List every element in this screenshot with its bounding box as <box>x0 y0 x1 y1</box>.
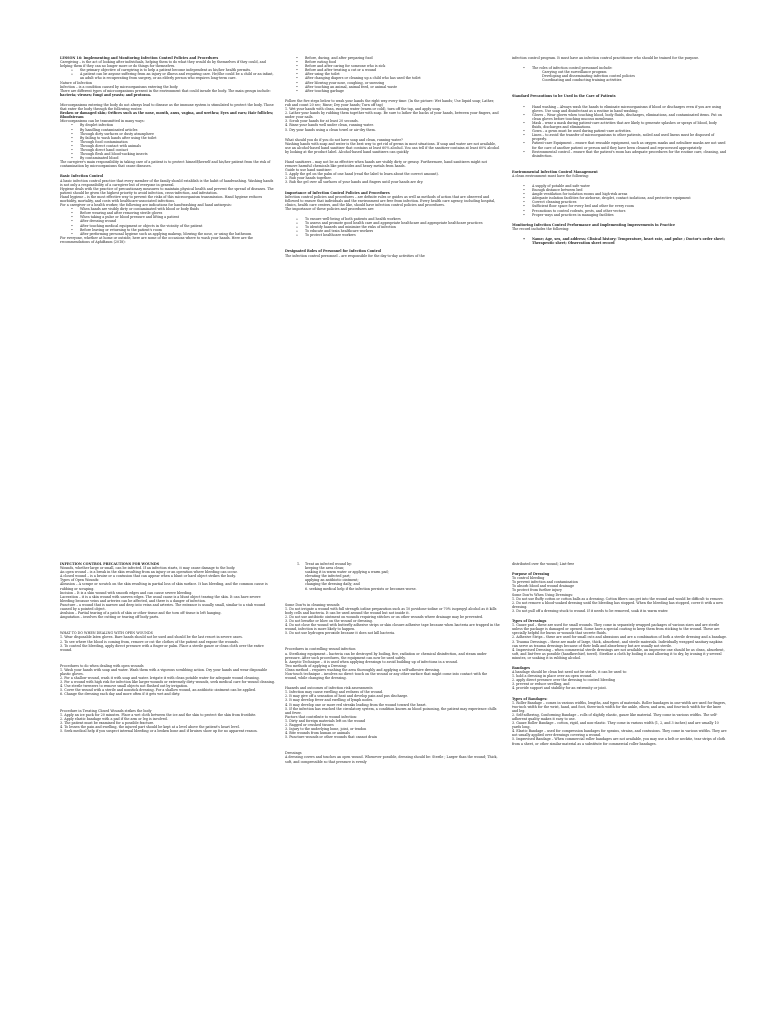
sub-list <box>512 70 727 82</box>
step: 2. Apply elastic bandage with a pad if the arm or leg is involved. <box>60 716 168 721</box>
paragraph: Puncture – a wound that is narrow and deep into veins and arteries. The entrance is usually small, similar to a stab wound caused by a pointed object. <box>60 602 266 612</box>
bullet-list <box>60 207 275 236</box>
paragraph: A bandage should be clean but need not be sterile, it can be used to: <box>512 670 627 675</box>
list-item: • Enough distance between bed <box>512 188 727 192</box>
paragraph: Hygiene deals with the practice of precautionary measures to maintain physical health and prevent the spread of diseases. The patient should be given the highest priority to avoid infection, cross-infection, and infestation. <box>60 186 274 195</box>
list-item: • Before and after treating a cut or a wound <box>285 68 500 72</box>
paragraph: A dressing covers and touches an open wound. Whenever possible, dressing should be: Sterile ; Larger than the wound; Thick, soft, and compressible so that pressure is evenly <box>285 755 498 764</box>
step: 1. Gauze pad – these are used for small wounds. They come in separately wrapped packages of various sizes and are sterile unless the package is damaged or opened. Some have a special coating to keep them from sticking to the wound. These are specially helpful for burns or wounds that secrete fluids. <box>512 623 720 636</box>
list-line: elevating the infected part; <box>305 574 351 579</box>
list-item: • After dressing wound <box>60 219 275 223</box>
section-heading: Procedures in controlling wound infection <box>285 647 356 652</box>
column-3-top <box>512 56 727 245</box>
column-2-bottom <box>285 562 500 764</box>
list-item: • Correct cleaning practices <box>512 200 727 204</box>
step: 3. Scrub your hands for at least 20 seconds. <box>285 119 359 124</box>
paragraph: Nature of Infection <box>60 80 93 85</box>
paragraph: Clean method – requires washing the area thoroughly and applying a self-adhesive dressing. <box>285 667 441 672</box>
section-heading: Purpose of Dressing <box>512 572 550 577</box>
list-item: • After performing personal hygiene such as applying makeup, blowing the nose, or using the bathroom <box>60 232 275 236</box>
bullet-list <box>60 68 275 80</box>
step: 2. Rub your hands together. <box>285 176 332 181</box>
paragraph: Hand hygiene – is the most effective way to prevent the risks of this microorganism transmission. Hand hygiene reduces morbidity, mortality, and costs with healthcare-associated infections. <box>60 194 263 203</box>
step: 3. It may develop fever and swelling of lymph nodes. <box>285 698 374 703</box>
list-item: o To assess and promote good health care and appropriate healthcare and appropriate healthcare practices <box>285 221 500 225</box>
list-item: o To identify hazards and minimize the risks of infection <box>285 225 500 229</box>
step: 1. Do not irrigate a wound with full strength iodine preparation such as 10 povidone-iodine or 70% isopropyl alcohol as it kills body cells and bacteria. It can be used around the wound but not inside it. <box>285 606 497 615</box>
list-item: • Name; Age, sex, and address; Clinical history; Temperature, heart rate, and pulse ; Doctor's order sheet; Therapeutic sheet; Observation sheet record <box>512 237 727 245</box>
section-heading: Procedure in Treating Closed Wounds strikes the body <box>60 708 152 713</box>
list-line: 4. provide support and stability for an extremity or joint. <box>512 686 607 691</box>
section-heading: Hazards and outcomes of infection risk assessments <box>285 686 373 691</box>
step: 5. Cover the wound with a sterile and nonstick dressing. For a shallow wound, an antibiotic ointment can be applied. <box>60 688 257 693</box>
paragraph: Broken or damaged skin; Orifices such as the nose, mouth, anus, vagina, and urethra; Eyes and ears; Hair follicles; Bloodstream <box>60 111 274 120</box>
list-item: Developing and disseminating infection control policies <box>542 74 635 79</box>
section-heading: Importance of Infection Control Policies and Procedures <box>285 190 390 195</box>
paragraph: Infection control policies and procedures – are definite rules or guides as well as methods of action that are observed and followed to ensure that individuals and the environment are free from infection. Every health care agency, including hospital, clinics, health care centers, and the like, should have infection control policies and procedures. <box>285 194 496 207</box>
section-heading: Some Don'ts in cleaning wounds <box>285 602 340 607</box>
section-heading: Types of Dressings <box>512 619 547 624</box>
bullet-list <box>60 123 275 160</box>
section-heading: Basic Infection Control <box>60 174 104 179</box>
column-1-top <box>60 56 275 244</box>
step: 4. Improvised Dressing – when commercial sterile dressings are not available, an improvise one should be as clean, absorbent, soft, and lint-free as possible (handkerchief, towel). Sterilize a cloth by boiling it and allowing it to dry, by ironing it y several minutes, or soaking it in rubbing alcohol. <box>512 647 725 660</box>
list-item: • Through flesh and blood-sucking insects <box>60 152 275 156</box>
step: 5. Do not use hydrogen peroxide because it does not kill bacteria. <box>285 631 396 636</box>
list-item: • After blowing your nose, coughing, or sneezing <box>285 81 500 85</box>
paragraph: The importance of these policies and procedures are: <box>285 206 375 211</box>
step: 5. Seek medical help if you suspect internal bleeding or a broken bone and if bruises show up for no apparent reason. <box>60 729 258 733</box>
step: 4. To lessen the pain and swelling, the injured part should be kept at a level above the patient's heart level. <box>60 724 240 729</box>
list-item: • After using the toilet <box>285 72 500 76</box>
list-item: • By handling contaminated articles <box>60 128 275 132</box>
list-item: o A patient can be anyone suffering from an injury or illness and requiring care. He/She could be a child or an infant, an adult who is recuperating from surgery, or an elderly person who requires long-term care. <box>60 72 275 80</box>
list-line: changing the dressing daily; and <box>305 582 360 587</box>
paragraph: a. Sterilizing equipment – bacteria can be destroyed by boiling, fire, radiation or chemical disinfection, and steam under pressure. After such procedures, the equipment can now be used safely. <box>285 651 487 660</box>
step: 1. Wash your hands with soap and water. Wash them with a vigorous scrubbing action. Dry your hands and wear disposable plastic gloves. <box>60 667 268 676</box>
item-number: 1. <box>297 562 301 566</box>
step: 2. Lather your hands by rubbing them together with soap. Be sure to lather the backs of your hands, between your fingers, and under your nails. <box>285 111 499 120</box>
bullet-list <box>512 105 727 158</box>
paragraph: A clean environment must have the following: <box>512 173 589 178</box>
list-line: To prevent infection and contamination <box>512 580 578 585</box>
list-item: Carrying out the surveillance program <box>542 70 607 75</box>
step: 3. Rub the gel over all surfaces of your hands and fingers until your hands are dry. <box>285 180 424 185</box>
list-line: 6. seeking medical help if the infection persists or becomes worse. <box>305 586 417 591</box>
list-item: • Through food contamination <box>60 140 275 144</box>
list-item: • By contaminated blood <box>60 156 275 160</box>
list-item: • When taking a pulse or blood pressure and lifting a patient <box>60 215 275 219</box>
section-heading: Types of Bandages: <box>512 696 548 701</box>
list-line: 1. hold a dressing in place over an open wound. <box>512 674 593 679</box>
step: 3. Do not breathe or blow on the wound or dressing. <box>285 619 373 624</box>
paragraph: An open wound – is a break in the skin resulting from an injury or an operation where bleeding can occur. <box>60 570 238 575</box>
list-item: • Mask – wear a mask during patient-care activities that are likely to generate splashes or sprays of blood, body fluids, discharges and eliminations. <box>512 121 727 129</box>
step: 2. Do not remove a blood-soaked dressing until the bleeding has stopped. When the bleeding has stopped, cover it with a new dressing. <box>512 600 724 609</box>
list-line: 3. prevent or reduce swelling, and <box>512 682 570 687</box>
step: 3. Injury to the underlying bone, joint, or tendon <box>285 727 367 732</box>
list-line: 2. apply direct pressure over the dressing to control bleeding <box>512 678 615 683</box>
paragraph: A closed wound – is a bruise or a contusion that can appear when a blunt or hard object strikes the body. <box>60 574 236 579</box>
list-item: • When hands are visibly dirty or contaminated with blood or body fluids <box>60 207 275 211</box>
paragraph: Microorganisms can be transmitted in many ways: <box>60 119 145 124</box>
paragraph: Incision – It is a skin wound with smooth edges and can cause severe bleeding. <box>60 590 193 595</box>
section-heading: Bandages <box>512 665 531 670</box>
list-line: keeping the area clean; <box>305 566 345 571</box>
list-item: o To protect healthcare workers <box>285 233 500 237</box>
list-line: To absorb blood and wound drainage <box>512 584 575 589</box>
step: 3. To control the bleeding, apply direct pressure with a finger or palm. Place a sterile gauze or clean cloth over the entire wound. <box>60 643 264 652</box>
list-item: • Before and after caring for someone who is sick <box>285 64 500 68</box>
paragraph: The infection control personnel – are responsible for the day-to-day activities of the <box>285 253 425 258</box>
step: 5. Puncture wounds or other wounds that cannot drain <box>285 735 377 740</box>
paragraph: What should you do if you do not have soap and clean, running water? <box>285 137 403 142</box>
column-3-bottom <box>512 562 727 746</box>
list-item: • Proper ways and practices in managing facilities <box>512 213 727 217</box>
list-item: • After changing diapers or cleaning up a child who has used the toilet <box>285 76 500 80</box>
section-heading: Standard Precautions to be Used in the Care of Patients <box>512 94 616 99</box>
section-heading: Monitoring Infection Control Performance and Implementing Improvements in Practice <box>512 222 676 227</box>
list-item: • After touching garbage <box>285 89 500 93</box>
list-line: applying an antibiotic ointment; <box>305 578 359 583</box>
paragraph: b. Aseptic Technique – it is used when applying dressings to avoid building up of infections in a wound. <box>285 659 458 664</box>
list-line: Treat an infected wound by: <box>305 562 353 566</box>
step: 2. For a shallow wound, wash it with soap and water. Irrigate it with clean potable water for adequate wound cleaning. <box>60 676 260 681</box>
column-2-top <box>285 56 500 258</box>
step: 4. It may develop one or more red streaks leading from the wound toward the heart. <box>285 702 427 707</box>
paragraph: The record includes the following: <box>512 226 570 231</box>
paragraph: Guide to use hand sanitizer: <box>285 168 333 173</box>
step: 1. Wear disposable latex gloves. Bare hands should not be used and should be the last resort in severe cases. <box>60 635 243 640</box>
section-heading: WHAT TO DO WHEN DEALING WITH OPEN WOUNDS <box>60 631 153 636</box>
step: 1. Dirty and foreign materials left on the wound <box>285 718 366 723</box>
step: 1. Wet your hands with clean, running water (warm or cold), turn off the tap, and apply soap. <box>285 107 442 112</box>
step: 1. Apply the gel on the palm of one hand (read the label to learn about the correct amount). <box>285 172 439 177</box>
step: 2. Ragged or crushed tissues <box>285 723 334 727</box>
numbered-item <box>285 562 500 591</box>
list-item: Coordinating and conducting training activities <box>542 78 622 83</box>
list-item: • By droplet infection <box>60 123 275 127</box>
paragraph: infection control program. It must have an infection control practitioner who should be trained for the purpose. <box>512 56 700 60</box>
paragraph: Washing hands with soap and water is the best way to get rid of germs in most situations. If soap and water are not available, use an alcohol-based hand sanitizer that contains at least 60% alcohol. You can tell if the sanitizer contains at least 60% alcohol by looking at the product label. Alcohol-based hand sanitizers can quickly <box>285 141 500 154</box>
paragraph: For a caregiver or a health worker, the following are indications for handwashing and hand antisepsis: <box>60 203 232 208</box>
step: 1. Infection may cause swelling and redness of the wound. <box>285 690 384 695</box>
bullet-list <box>285 56 500 93</box>
list-item: o the primary objective of caregiving is to help a patient become independent as his/her health permits. <box>60 68 275 72</box>
step: 4. Use sterile tweezers to remove small objects not flushed out by irrigation. <box>60 684 189 689</box>
paragraph: Wounds, whether large or small, can be infected. If an infection starts, it may cause damage to the body. <box>60 566 236 571</box>
list-item: • Before, during, and after preparing food <box>285 56 500 60</box>
paragraph: Abrasion – A scrape or scratch on the skin resulting in partial loss of skin surface. It has bleeding, and the common cause is rubbing or scraping. <box>60 582 268 591</box>
step: 5. If the infection has reached the circulatory system, a condition known as blood poisoning, the patient may experience chills and fever. <box>285 706 497 715</box>
list-item: • After touching medical equipment or objects in the vicinity of the patient <box>60 224 275 228</box>
list-item: • A supply of potable and safe water <box>512 184 727 188</box>
list-item: • Through direct contact with animals <box>60 144 275 148</box>
step: 1. Do not use fluffy cotton or cotton balls as a dressing. Cotton fibers can get into the wound and would be difficult to remove. <box>512 596 724 601</box>
step: 3. The patient must be examined for a possible fracture. <box>60 720 155 725</box>
step: 3. Gauze Roller Bandage – cotton, rigid, and non-elastic. They come in various width (1, 2, and 3 inches) and are usually 10 yards long. <box>512 721 719 730</box>
step: 1. Roller Bandage – comes in various widths, lengths, and types of materials. Roller bandages in one-width are used for fingers, two-inch width for the wrist, hand, and foot, three-inch width for the ankle, elbow, and arm, and four-inch width for the knee and leg. <box>512 700 727 713</box>
list-item: • Before wearing and after removing sterile gloves <box>60 211 275 215</box>
list-item: • Linen – to avoid the transfer of microorganisms to other patients, soiled and used linens must be disposed of properly. <box>512 133 727 141</box>
section-heading: Designated Roles of Personnel for Infection Control <box>285 249 382 254</box>
step: 2. To see where the blood is coming from, remove or cut the clothes of the patient and expose the wounds. <box>60 639 239 644</box>
list-item: • Ample ventilation for isolation rooms and high-risk areas <box>512 192 727 196</box>
list-line: soaking it in warm water or applying a warm pad; <box>305 570 389 575</box>
list-item: • Adequate isolation facilities for airborne, droplet, contact isolations, and protective equipment <box>512 196 727 200</box>
paragraph: There are different types of microorganisms present in the environment that could invade the body. The main groups include: <box>60 88 271 93</box>
list-item: • Before leaving or returning to the patient's room <box>60 228 275 232</box>
list-item: • Through direct hand contact <box>60 148 275 152</box>
list-item: • Through dirty surfaces or dusty atmosphere <box>60 132 275 136</box>
paragraph: bacteria; viruses; fungi and yeasts; and protozoa. <box>60 92 151 97</box>
list-item: • Before eating food <box>285 60 500 64</box>
list-item: • Hand washing – Always wash the hands to eliminate microorganisms if blood or discharges even if you are using gloves. Use soap and disinfectant as a routine in hand washing. <box>512 105 727 113</box>
paragraph: Microorganisms entering the body do not always lead to disease as the immune system is stimulated to protect the body. Those that enter the body through the following routes: <box>60 102 274 112</box>
paragraph: A basic infection control practice that every member of the family should establish is the habit of handwashing. Washing hands is not only a responsibility of a caregiver but of everyone in general. <box>60 178 274 187</box>
step: 5. Dry your hands using a clean towel or air-dry them. <box>285 127 376 132</box>
paragraph: distributed over the wound; Lint-free <box>512 562 575 566</box>
paragraph: Two methods of applying a Dressing: <box>285 663 347 668</box>
list-item: • The roles of infection control personnel include: <box>512 66 727 70</box>
step: 2. Adhesive Strips – these are used for small cuts and abrasions and are a combination of both a sterile dressing and a bandage. <box>512 635 728 640</box>
list-item: o To educate and train healthcare workers <box>285 229 500 233</box>
section-title: INFECTION CONTROL PRECAUTIONS FOR WOUNDS <box>60 562 160 566</box>
list-item: • Precautions to control rodents, pests, and other vectors <box>512 209 727 213</box>
step: 4. Rinse your hands well under clean, running water. <box>285 123 374 128</box>
list-item: o To ensure well-being of both patients and health workers <box>285 217 500 221</box>
list-line: To control bleeding <box>512 576 545 581</box>
bullet-list <box>512 184 727 217</box>
paragraph: Amputation – involves the cutting or tearing off body parts. <box>60 615 160 620</box>
step: 3. Do not pull off a dressing stuck to wound. If it needs to be removed, soak it in warm water. <box>512 608 669 613</box>
paragraph: Avulsion – Partial tearing of a patch of skin or other tissue and the torn off tissue is left hanging. <box>60 611 222 616</box>
step: 5. Improvised Bandage – When commercial roller bandages are not available, you may use a belt or necktie, tear strips of cloth from a sheet, or other similar material as a substitute for commercial roller bandages. <box>512 737 726 746</box>
section-heading: Procedures to do when dealing with open wounds <box>60 663 144 668</box>
list-item: • After touching an animal, animal feed, or animal waste <box>285 85 500 89</box>
step: 6. Change the dressing each day and more often if it gets wet and dirty. <box>60 692 181 697</box>
paragraph: Follow the five steps below to wash your hands the right way every time: (In the picture: Wet hands; Use liquid soap; Lather, rub and count 20 sec; Rinse; Dry your hands; Turn off tap) <box>285 98 494 107</box>
paragraph: Hand sanitizers – may not be as effective when hands are visibly dirty or greasy. Furthermore, hand sanitizers might not remove harmful chemicals like pesticides and heavy metals from hands. <box>285 159 487 169</box>
list-item: • Environmental control – ensure that the patient's room has adequate procedures for the routine care, cleaning, and disinfection. <box>512 150 727 158</box>
paragraph: Laceration – it is a skin wound with uneven edges. The usual cause is a blunt object tearing the skin. It can have severe bleeding because veins and arteries can be affected, and there is a danger of infection. <box>60 594 261 603</box>
list-line: To protect from further injury <box>512 588 562 593</box>
bullet-list <box>512 237 727 245</box>
paragraph: Infection – is a condition caused by microorganisms entering the body. <box>60 84 179 89</box>
step: 2. Self-adhering, Conforming Bandage – rolls of slightly elastic, gauze like material. They come in various widths. The self-adherent quality makes it easy to use. <box>512 712 718 721</box>
step: 4. Elastic Bandage – used for compression bandages for sprains, strains, and contusions. They come in various widths. They are not usually applied over dressings covering a wound. <box>512 729 727 738</box>
bullet-list <box>285 217 500 237</box>
step: 1. Apply an ice pack for 20 minutes. Place a wet cloth between the ice and the skin to protect the skin from frostbite. <box>60 712 257 717</box>
section-heading: Environmental Infection Control Management <box>512 169 598 174</box>
list-item: • Gown – a gown must be used during patient-care activities. <box>512 129 727 133</box>
step: 2. It may give off a sensation of heat and develop pain and pus discharge. <box>285 694 409 699</box>
paragraph: The caregiver's main responsibility in taking care of a patient is to protect himself/herself and his/her patient from the risk of contamination by microorganisms that cause diseases. <box>60 160 271 169</box>
paragraph: Some Don'ts When Using Dressings: <box>512 592 574 597</box>
paragraph: Types of Open Wounds: <box>60 578 100 583</box>
list-item: • By failing to wash hands after using the toilet <box>60 136 275 140</box>
step: 3. For a wound with high risk for infection like larger wounds or extremely dirty wounds, seek medical care for wound cleaning. <box>60 680 275 685</box>
list-item: • Patient-care Equipment – ensure that reusable equipment, such as oxygen masks and nebulizer masks are not used for the care of another patient or person until they have been cleaned and reprocessed appropriately. <box>512 141 727 149</box>
step: 4. Bite wounds from human or animals <box>285 731 350 736</box>
paragraph: Caregiving – is the act of looking after individuals, helping them to do what they would do by themselves if they could, and helping them if they can no longer more or do things for themselves. <box>60 60 266 69</box>
lesson-title: LESSON 16: Implementing and Monitoring Infection Control Policies and Procedures <box>60 56 219 60</box>
step: 2. Do not use antibiotic ointment on wounds requiring stitches or on other wounds where drainage may be prevented. <box>285 614 484 619</box>
list-item: • Sufficient floor space for every bed and other for every room <box>512 204 727 208</box>
list-item: • Gloves – Wear gloves when touching blood, body fluids, discharges, eliminations, and contaminated items. Put on clean gloves before touching mucous membrane. <box>512 113 727 121</box>
step: 3. Trauma Dressings – these are made of large, thick, absorbent, and sterile materials. Individually wrapped sanitary napkins can serve as trauma dressings because of their bulk and absorbency but are usually not sterile. <box>512 639 723 648</box>
paragraph: Non-touch technique – involves no direct touch on the wound or any other surface that might come into contact with the wound, while changing the dressing. <box>285 671 488 681</box>
section-heading: Dressings <box>285 751 302 756</box>
paragraph: Factors that contribute to wound infection: <box>285 714 358 719</box>
step: 4. Do not close the wound with butterfly adhesive strips or skin closure adhesive tape because when bacteria are trapped in the wound, infection is more likely to happen. <box>285 623 500 632</box>
paragraph: For everyone, whether at home or outside, here are some of the occasions where to wash your hands. Here are the recommendations of AphiBaum (2018): <box>60 235 253 244</box>
column-1-bottom <box>60 562 275 733</box>
